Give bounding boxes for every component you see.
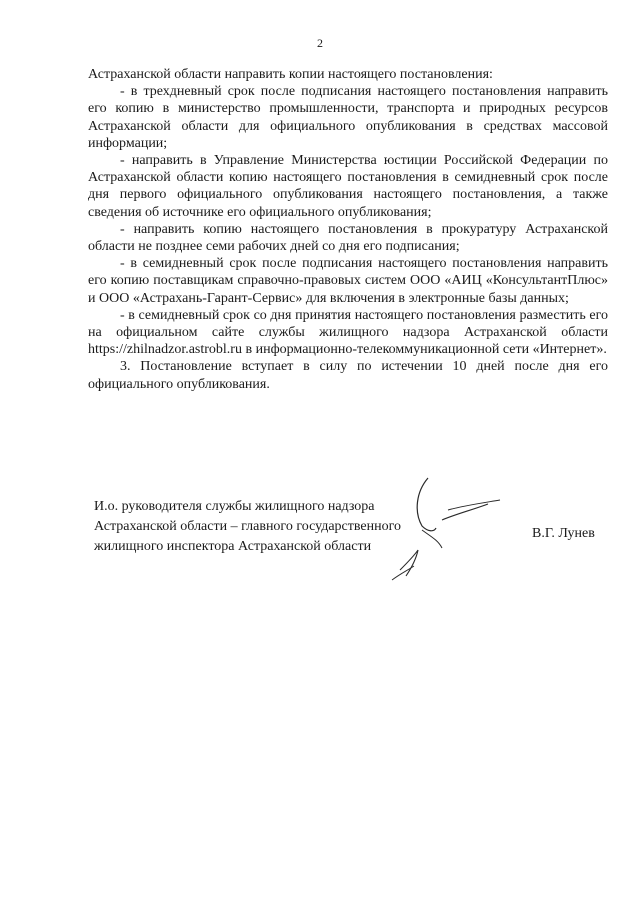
signer-name: В.Г. Лунев [532, 526, 595, 541]
paragraph-item-1: - в трехдневный срок после подписания настоящего постановления направить его копию в министерство промышленности, транспорта и природных ресурсов Астраханской области для официального опубликования в средствах массовой информации; [88, 84, 608, 151]
handwritten-signature [330, 470, 510, 590]
paragraph-clause-3: 3. Постановление вступает в силу по истечении 10 дней после дня его официального опубликования. [88, 359, 608, 392]
signer-position-line-2: Астраханской области – главного государственного [94, 519, 402, 534]
paragraph-item-2: - направить в Управление Министерства юстиции Российской Федерации по Астраханской области копию настоящего постановления в семидневный срок после дня первого официального опубликования настоящего постановления, а также сведения об источнике его официального опубликования; [88, 153, 608, 220]
signer-position-line-3: жилищного инспектора Астраханской области [94, 539, 372, 554]
paragraph-item-5: - в семидневный срок со дня принятия настоящего постановления разместить его на официальном сайте службы жилищного надзора Астраханской области https://zhilnadzor.astrobl.ru в информационно-телекоммуникационной сети «Интернет». [88, 307, 608, 358]
page-number: 2 [317, 36, 323, 50]
signer-position-line-1: И.о. руководителя службы жилищного надзора [94, 499, 375, 514]
paragraph-item-3: - направить копию настоящего постановления в прокуратуру Астраханской области не позднее семи рабочих дней со дня его подписания; [88, 221, 608, 255]
paragraph-item-4: - в семидневный срок после подписания настоящего постановления направить его копию поставщикам справочно-правовых систем ООО «АИЦ «КонсультантПлюс» и ООО «Астрахань-Гарант-Сервис» для включения в электронные базы данных; [88, 256, 608, 306]
paragraph-intro: Астраханской области направить копии настоящего постановления: [88, 67, 493, 82]
document-body [88, 66, 608, 393]
